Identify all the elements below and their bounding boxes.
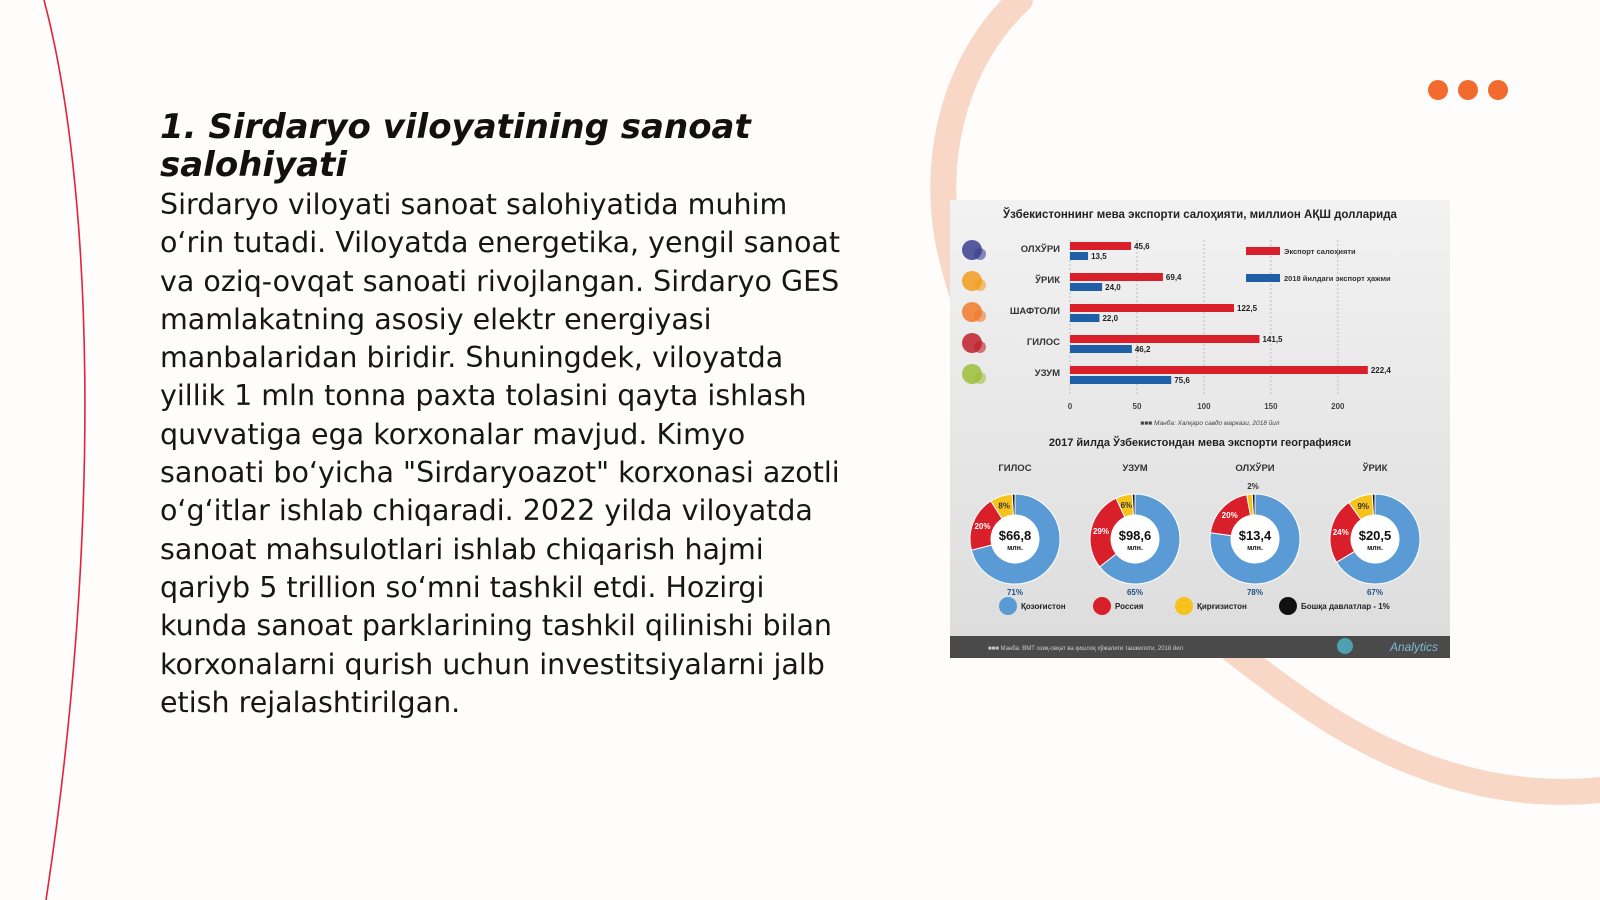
bar-value-label: 45,6 [1134,242,1150,251]
legend-label: Экспорт салоҳияти [1284,247,1356,256]
pie-percent-label: 6% [1120,501,1133,511]
x-tick-label: 200 [1331,402,1345,411]
three-dots-icon [1428,80,1508,100]
pie-center-unit: млн. [1007,545,1023,552]
legend-swatch [1246,274,1280,282]
x-tick-label: 50 [1132,402,1142,411]
category-label: ШАФТОЛИ [1009,306,1060,317]
bar-source-note: ■■■ Манба: Халқаро савдо маркази, 2018 йил [1140,420,1280,427]
red-side-line [44,0,85,900]
pie-center-value: $20,5 [1358,528,1392,543]
pie-center-unit: млн. [1247,545,1263,552]
slide-body-text: Sirdaryo viloyati sanoat salohiyatida muhim o‘rin tutadi. Viloyatda energetika, yengil sanoat va oziq-ovqat sanoati rivojlangan. Sirdaryo GES mamlakatning asosiy elektr energiyasi manbalaridan biridir. Shuningdek, viloyatda yillik 1 mln tonna paxta tolasini qayta ishlash quvvatiga ega korxonalar mavjud. Kimyo sanoati bo‘yicha "Sirdaryoazot" korxonasi azotli o‘g‘itlar ishlab chiqaradi. 2022 yilda viloyatda sanoat mahsulotlari ishlab chiqarish hajmi qariyb 5 trillion so‘mni tashkil etdi. Hozirgi kunda sanoat parklarining tashkil qilinishi bilan korxonalarni qurish uchun investitsiyalarni jalb etish rejalashtirilgan. [160,188,841,719]
fruit-icon [974,341,986,353]
pie-legend-swatch [1175,597,1193,615]
x-tick-label: 0 [1067,402,1073,411]
dot [1428,80,1448,100]
pie-percent-label: 71% [1006,588,1024,597]
infographic-canvas [950,200,1450,658]
pie-category-label: УЗУМ [1122,463,1148,474]
analytics-logo-icon [1337,638,1353,654]
pie-category-label: ЎРИК [1362,463,1388,474]
bar [1070,273,1163,281]
bar [1070,242,1131,250]
pie-percent-label: 8% [998,501,1010,511]
pie-percent-label: 20% [1221,510,1238,520]
dot [1458,80,1478,100]
category-label: УЗУМ [1034,368,1060,379]
x-tick-label: 150 [1264,402,1278,411]
pie-legend-label: Бошқа давлатлар - 1% [1301,602,1390,611]
pie-center-unit: млн. [1127,545,1143,552]
bar [1070,304,1234,312]
bar-value-label: 141,5 [1262,335,1283,344]
bar-value-label: 13,5 [1091,252,1107,261]
bar-value-label: 22,0 [1102,314,1119,323]
fruit-icon [974,310,986,322]
bar-value-label: 69,4 [1165,273,1182,282]
pie-percent-label: 78% [1246,588,1264,597]
pie-percent-label: 24% [1332,527,1349,537]
pie-section-title: 2017 йилда Ўзбекистондан мева экспорти географияси [1048,437,1352,449]
fruit-icon [974,248,986,260]
bar [1070,376,1171,384]
brand-label: Analytics [1389,640,1438,654]
pie-percent-label: 2% [1247,482,1259,491]
legend-label: 2018 йилдаги экспорт ҳажми [1284,274,1391,283]
bar-value-label: 46,2 [1134,345,1151,354]
pie-center-value: $13,4 [1238,528,1272,543]
category-label: ГИЛОС [1026,337,1060,348]
legend-swatch [1246,247,1280,255]
bar-value-label: 24,0 [1105,283,1121,292]
slide-title: 1. Sirdaryo viloyatining sanoat salohiyati [160,107,751,185]
pie-center-unit: млн. [1367,545,1383,552]
pie-percent-label: 65% [1126,588,1144,597]
pie-percent-label: 20% [974,522,991,532]
fruit-export-infographic [950,200,1450,658]
fruit-icon [974,279,986,291]
dot [1488,80,1508,100]
category-label: ОЛХЎРИ [1020,244,1060,255]
bar [1070,283,1102,291]
bar-value-label: 75,6 [1174,376,1190,385]
x-tick-label: 100 [1197,402,1211,411]
pie-category-label: ГИЛОС [998,463,1032,474]
pie-legend-swatch [1093,597,1111,615]
bar [1070,366,1368,374]
fruit-icon [974,372,986,384]
pie-center-value: $98,6 [1118,528,1152,543]
pie-percent-label: 67% [1366,588,1384,597]
bar [1070,335,1259,343]
pie-legend-label: Қозоғистон [1021,602,1066,611]
pie-legend-swatch [999,597,1017,615]
bar [1070,345,1132,353]
pie-category-label: ОЛХЎРИ [1235,463,1275,474]
bar [1070,314,1099,322]
pie-percent-label: 9% [1357,502,1370,512]
bar [1070,252,1088,260]
pie-source-note: ■■■ Манба: ВМТ озиқ-овқат ва қишлоқ хўжалиги ташкилоти, 2018 йил [988,646,1184,652]
pie-legend-swatch [1279,597,1297,615]
pie-percent-label: 29% [1092,526,1109,536]
pie-legend-label: Россия [1115,602,1144,611]
category-label: ЎРИК [1035,275,1060,286]
pie-center-value: $66,8 [998,528,1032,543]
bar-value-label: 222,4 [1370,366,1391,375]
bar-chart-title: Ўзбекистоннинг мева экспорти салоҳияти, миллион АҚШ долларида [1003,209,1397,221]
pie-legend-label: Қирғизистон [1197,602,1247,611]
bar-value-label: 122,5 [1237,304,1258,313]
